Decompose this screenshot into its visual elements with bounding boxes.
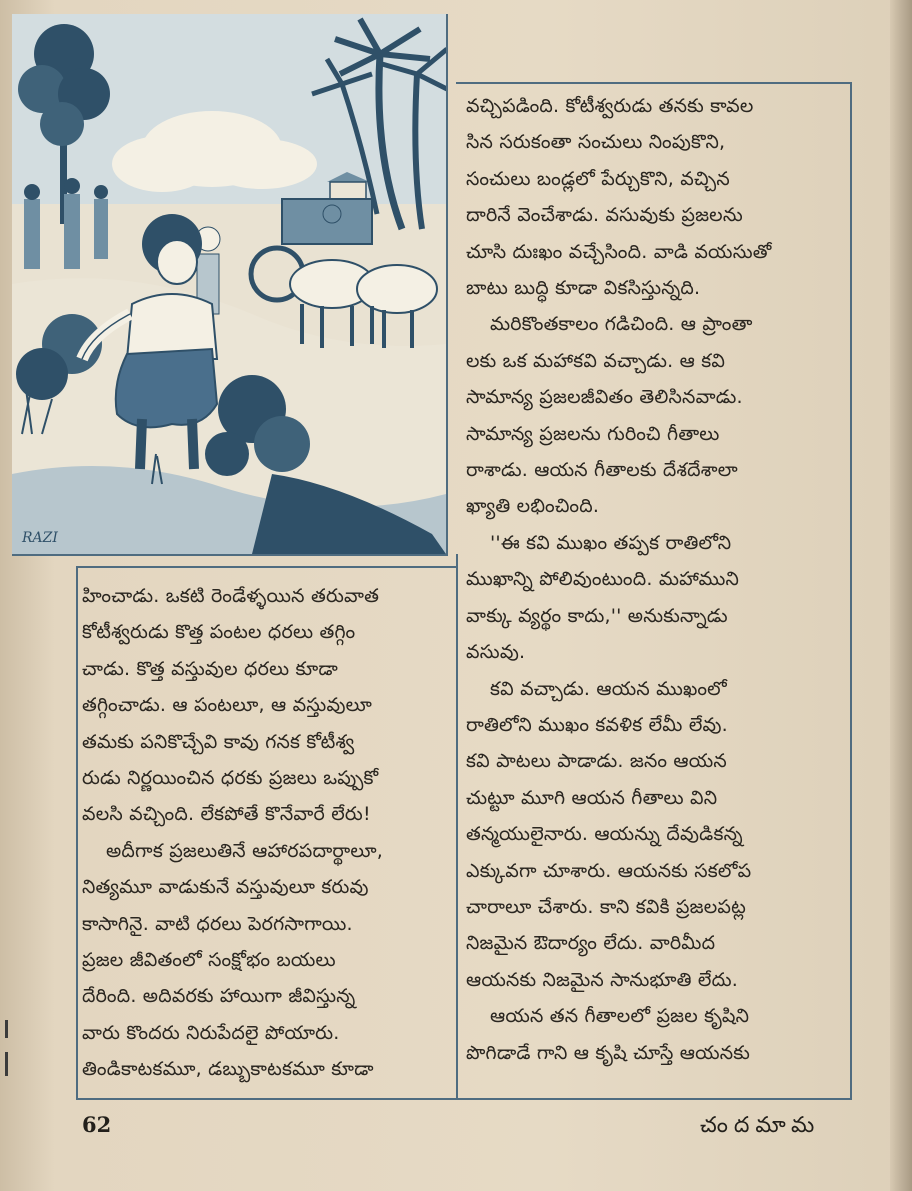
text-line: ఎక్కువగా చూశారు. ఆయనకు సకలోప xyxy=(466,859,752,882)
text-line: లకు ఒక మహాకవి వచ్చాడు. ఆ కవి xyxy=(466,349,726,372)
page-spine-shadow xyxy=(890,0,912,1191)
text-line: దేరింది. అదివరకు హాయిగా జీవిస్తున్న xyxy=(82,985,356,1008)
text-line: కవి వచ్చాడు. ఆయన ముఖంలో xyxy=(490,677,727,700)
text-line: రుడు నిర్ణయించిన ధరకు ప్రజలు ఒప్పుకో xyxy=(82,767,379,790)
text-line: ఆయన తన గీతాలలో ప్రజల కృషిని xyxy=(490,1005,750,1028)
text-line: నిత్యమూ వాడుకునే వస్తువులూ కరువు xyxy=(82,876,369,899)
text-line: తమకు పనికొచ్చేవి కావు గనక కోటీశ్వ xyxy=(82,730,355,753)
text-line: చుట్టూ మూగి ఆయన గీతాలు విని xyxy=(466,786,718,809)
text-line: కవి పాటలు పాడాడు. జనం ఆయన xyxy=(466,750,727,773)
left-box-top-rule xyxy=(76,566,456,568)
text-line: హించాడు. ఒకటి రెండేళ్ళయిన తరువాత xyxy=(82,585,380,607)
text-line: సిన సరుకంతా సంచులు నింపుకొని, xyxy=(466,131,726,154)
margin-mark xyxy=(5,1020,8,1038)
left-text-column xyxy=(82,578,458,1088)
text-line: వాక్కు వ్యర్థం కాదు,'' అనుకున్నాడు xyxy=(466,604,728,627)
text-line: దారినే వెంచేశాడు. వసువుకు ప్రజలను xyxy=(466,204,743,227)
text-line: చాడు. కొత్త వస్తువుల ధరలు కూడా xyxy=(82,657,338,680)
margin-mark xyxy=(5,1052,8,1076)
text-line: బాటు బుద్ధి కూడా వికసిస్తున్నది. xyxy=(466,277,701,300)
text-line: ఆయనకు నిజమైన సానుభూతి లేదు. xyxy=(466,968,739,991)
text-line: ''ఈ కవి ముఖం తప్పక రాతిలోని xyxy=(490,531,732,554)
text-line: తిండికాటకమూ, డబ్బుకాటకమూ కూడా xyxy=(82,1058,374,1081)
right-box-right-rule xyxy=(850,82,852,1100)
page-number: 62 xyxy=(82,1112,112,1137)
text-line: వసువు. xyxy=(466,641,526,664)
text-line: సామాన్య ప్రజలను గురించి గీతాలు xyxy=(466,422,720,445)
illustration-drawing xyxy=(12,14,446,554)
text-line: ఖ్యాతి లభించింది. xyxy=(466,495,600,518)
text-line: చూసి దుఃఖం వచ్చేసింది. వాడి వయసుతో xyxy=(466,240,772,263)
magazine-title: చందమామ xyxy=(700,1113,821,1138)
text-line: కాసాగినై. వాటి ధరలు పెరగసాగాయి. xyxy=(82,912,353,935)
text-line: తన్మయులైనారు. ఆయన్ను దేవుడికన్న xyxy=(466,823,743,846)
text-line: కోటీశ్వరుడు కొత్త పంటల ధరలు తగ్గిం xyxy=(82,621,356,644)
text-line: రాతిలోని ముఖం కవళిక లేమీ లేవు. xyxy=(466,713,728,736)
text-line: అదీగాక ప్రజలుతినే ఆహారపదార్థాలూ, xyxy=(106,839,384,862)
text-line: సంచులు బండ్లలో పేర్చుకొని, వచ్చిన xyxy=(466,167,730,190)
text-line: వలసి వచ్చింది. లేకపోతే కొనేవారే లేరు! xyxy=(82,803,371,826)
left-box-left-rule xyxy=(76,566,78,1100)
bottom-rule xyxy=(76,1098,852,1100)
text-line: ముఖాన్ని పోలివుంటుంది. మహాముని xyxy=(466,568,740,591)
text-line: సామాన్య ప్రజలజీవితం తెలిసినవాడు. xyxy=(466,386,743,409)
text-line: తగ్గించాడు. ఆ పంటలూ, ఆ వస్తువులూ xyxy=(82,694,372,717)
text-line: రాశాడు. ఆయన గీతాలకు దేశదేశాలా xyxy=(466,459,738,482)
right-box-top-rule xyxy=(456,82,852,84)
story-illustration xyxy=(12,14,448,556)
text-line: చారాలూ చేశారు. కాని కవికి ప్రజలపట్ల xyxy=(466,895,746,918)
text-line: మరికొంతకాలం గడిచింది. ఆ ప్రాంతా xyxy=(490,313,753,336)
artist-signature: RAZI xyxy=(22,530,58,546)
text-line: నిజమైన ఔదార్యం లేదు. వారిమీద xyxy=(466,932,716,955)
text-line: ప్రజల జీవితంలో సంక్షోభం బయలు xyxy=(82,949,336,972)
text-line: పొగిడాడే గాని ఆ కృషి చూస్తే ఆయనకు xyxy=(466,1041,750,1064)
right-text-column xyxy=(466,88,846,1071)
text-line: వారు కొందరు నిరుపేదలై పోయారు. xyxy=(82,1021,340,1044)
text-line: వచ్చిపడింది. కోటీశ్వరుడు తనకు కావల xyxy=(466,95,754,117)
